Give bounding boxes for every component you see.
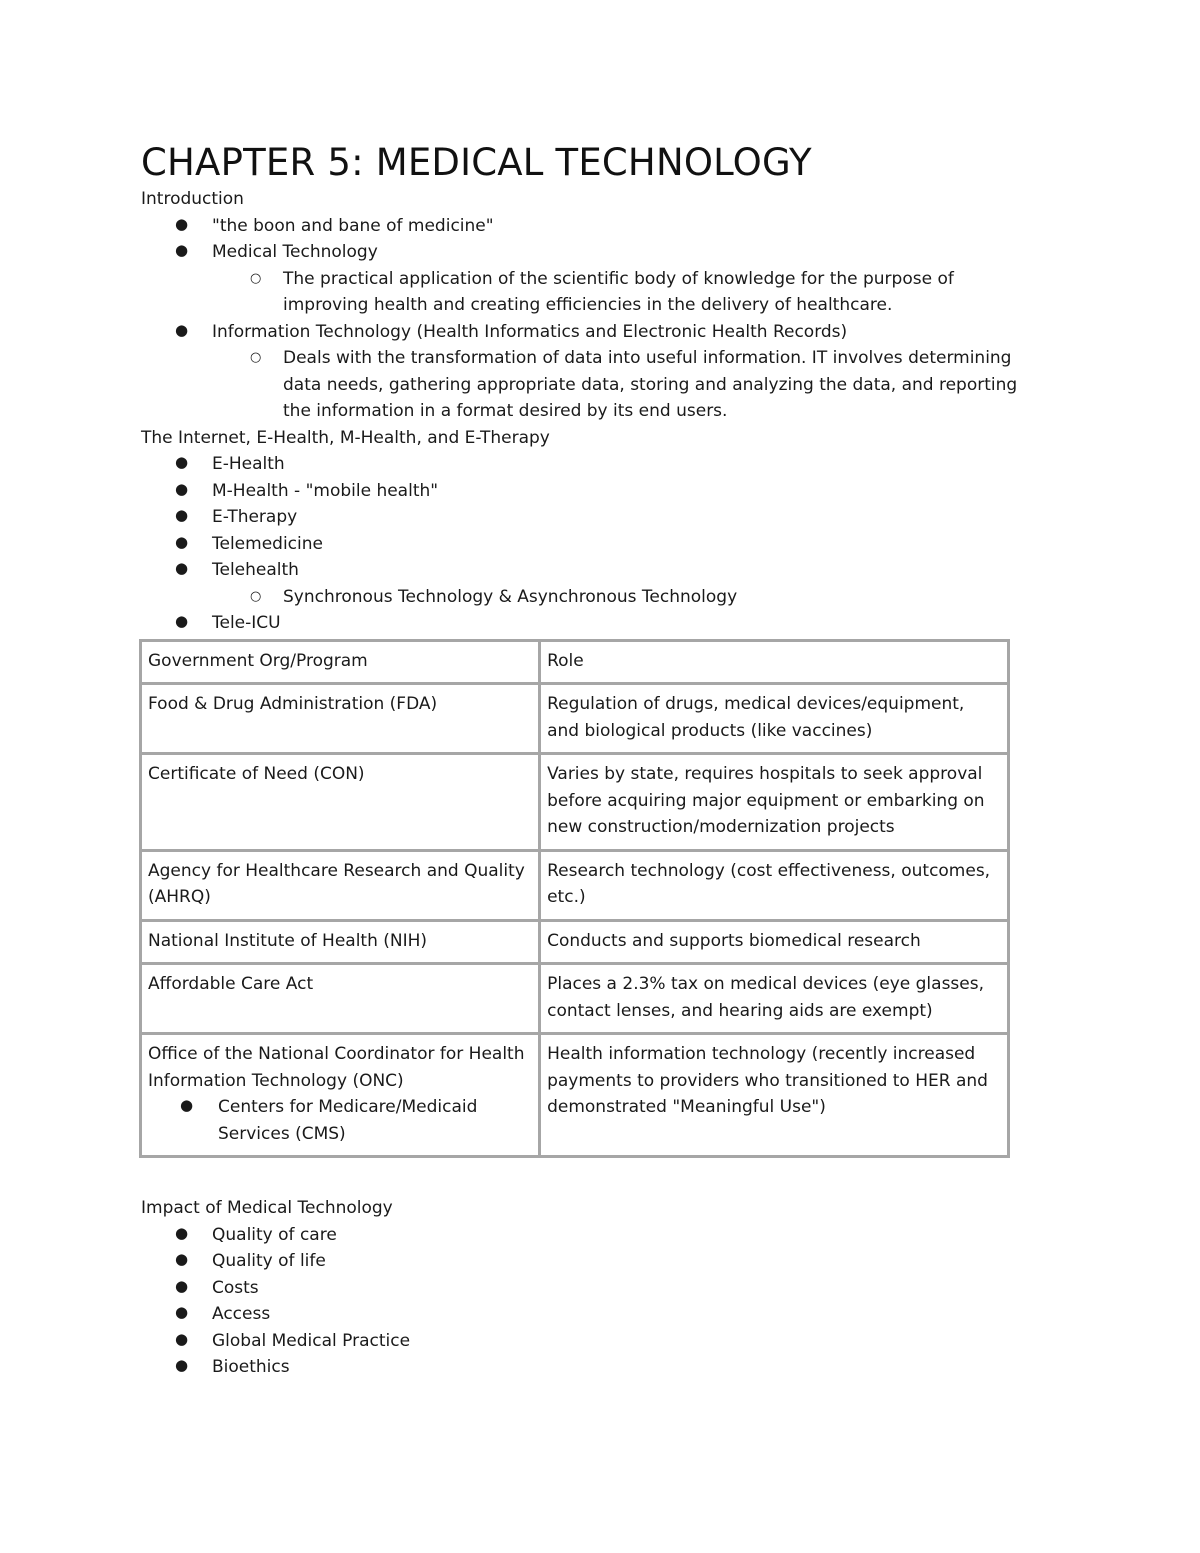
intro-heading: Introduction [141,189,244,209]
bullet-icon: ● [175,214,189,233]
bullet-icon: ● [175,1329,189,1348]
table-row [141,850,1009,920]
sub-list-item: ○ The practical application of the scientific body of knowledge for the purpose of improving health and creating efficiencies in the delivery of healthcare. [283,266,1041,319]
table-cell: National Institute of Health (NIH) [141,920,540,964]
list-item: ● Costs [175,1276,259,1298]
list-item: ● Information Technology (Health Informatics and Electronic Health Records) ○ Deals with the transformation of data into useful information. IT involves determining data needs, gathering appropriate data, storing and analyzing the data, and reporting the information in a format desired by its end users. [212,319,1041,425]
cell-sub-list [148,1094,532,1147]
sub-list [212,584,1041,611]
table-cell: Agency for Healthcare Research and Quality (AHRQ) [141,850,540,920]
list-item: ● Telehealth ○ Synchronous Technology & Asynchronous Technology [212,557,1041,610]
table-cell: Conducts and supports biomedical research [540,920,1009,964]
bullet-icon: ● [175,559,189,577]
impact-heading: Impact of Medical Technology [141,1198,393,1218]
table-cell: Certificate of Need (CON) [141,754,540,851]
bullet-icon: ● [175,1356,189,1374]
table-cell: Varies by state, requires hospitals to seek approval before acquiring major equipment or embarking on new construction/modernization projects [540,754,1009,851]
sub-list-item: ○ Synchronous Technology & Asynchronous Technology [283,584,1041,611]
sub-list [212,266,1041,319]
list-item: ● Bioethics [175,1356,290,1377]
table-cell-text: Office of the National Coordinator for Health Information Technology (ONC) [148,1044,525,1091]
table-cell: Places a 2.3% tax on medical devices (eye glasses, contact lenses, and hearing aids are exempt) [540,964,1009,1034]
list-item: ● Quality of care [175,1223,337,1245]
intro-list [141,213,1041,425]
bullet-icon: ● [175,1276,189,1295]
government-programs-table [139,639,1010,1159]
table-row [141,964,1009,1034]
list-item: ● E-Therapy [175,506,298,527]
internet-heading: The Internet, E-Health, M-Health, and E-Therapy [141,427,550,448]
bullet-icon: ● [175,320,189,339]
table-cell: Food & Drug Administration (FDA) [141,684,540,754]
table-row [141,920,1009,964]
table-header-cell: Government Org/Program [141,640,540,684]
table-row [141,684,1009,754]
list-item: ● Global Medical Practice [175,1329,411,1351]
list-item: ● Medical Technology ○ The practical application of the scientific body of knowledge for the purpose of improving health and creating efficiencies in the delivery of healthcare. [212,239,1041,319]
hollow-bullet-icon: ○ [250,270,262,286]
impact-list [141,1222,1041,1381]
chapter-title: CHAPTER 5: MEDICAL TECHNOLOGY [141,141,812,184]
hollow-bullet-icon: ○ [250,350,262,365]
document-content [141,140,1041,1381]
table-cell [141,1034,540,1157]
table-header-row [141,640,1009,684]
list-item: ● M-Health - "mobile health" [175,479,439,501]
list-item: ● Access [175,1303,271,1324]
list-item: ● "the boon and bane of medicine" [175,214,494,236]
sub-list [212,345,1041,425]
table-cell: Health information technology (recently increased payments to providers who transitioned to HER and demonstrated "Meaningful Use") [540,1034,1009,1157]
bullet-icon: ● [175,1223,189,1242]
list-item: ● Quality of life [175,1250,326,1271]
table-cell: Regulation of drugs, medical devices/equipment, and biological products (like vaccines) [540,684,1009,754]
table-cell: Affordable Care Act [141,964,540,1034]
list-item: ● Tele-ICU [175,612,281,633]
bullet-icon: ● [175,479,189,498]
bullet-icon: ● [180,1096,194,1114]
table-header-cell: Role [540,640,1009,684]
list-item: ● E-Health [175,453,285,474]
bullet-icon: ● [175,241,189,259]
bullet-icon: ● [175,453,189,471]
list-item: ● Telemedicine [175,532,323,554]
sub-list-item: ○ Deals with the transformation of data into useful information. IT involves determining data needs, gathering appropriate data, storing and analyzing the data, and reporting the information in a format desired by its end users. [283,345,1041,425]
internet-list [141,451,1041,637]
spacer [141,1158,1041,1195]
bullet-icon: ● [175,1303,189,1321]
bullet-icon: ● [175,506,189,524]
list-item: ● Centers for Medicare/Medicaid Services (CMS) [180,1096,478,1144]
table-row [141,754,1009,851]
bullet-icon: ● [175,612,189,630]
table-row [141,1034,1009,1157]
bullet-icon: ● [175,1250,189,1268]
table-cell: Research technology (cost effectiveness, outcomes, etc.) [540,850,1009,920]
hollow-bullet-icon: ○ [250,588,262,604]
bullet-icon: ● [175,532,189,551]
